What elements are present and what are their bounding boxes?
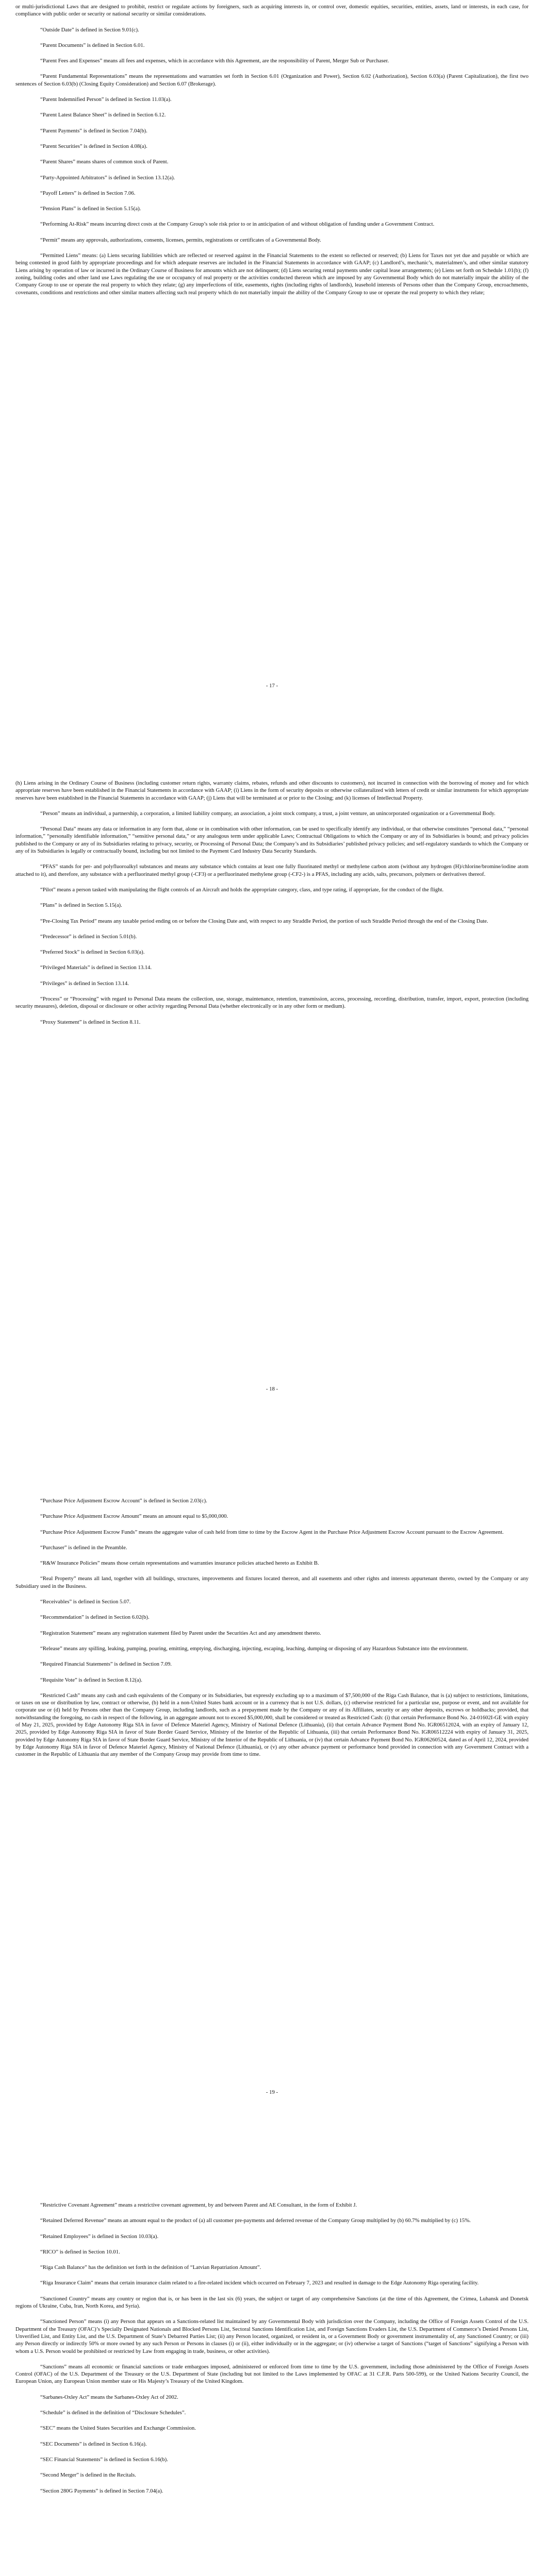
- paragraph-continued: (h) Liens arising in the Ordinary Course of Business (including customer return rights, warranty claims, rebates, refunds and other discounts to customers), not incurred in connection with the borrowing of money and for which appropriate reserves have been established in the Financial Statements in accordance with GAAP; (i) Liens in the form of security deposits or otherwise collateralized with letters of credit or similar instruments for which appropriate reserves have been established in the Financial Statements in accordance with GAAP; (j) Liens that will be terminated at or prior to the Closing; and (k) licenses of Intellectual Property.: [15, 780, 529, 801]
- definition-real-property: “Real Property” means all land, together with all buildings, structures, improvements and fixtures located thereon, and all easements and other rights and interests appurtenant thereto, owned by the Company or any Subsidiary used in the Business.: [15, 1575, 529, 1589]
- page-number: - 18 -: [266, 1386, 278, 1392]
- definition-retained-employees: “Retained Employees” is defined in Section 10.03(a).: [40, 2233, 159, 2240]
- definition-parent-payments: “Parent Payments” is defined in Section 7.04(b).: [40, 127, 147, 134]
- page-number: - 19 -: [266, 2089, 278, 2095]
- definition-restricted-cash: “Restricted Cash” means any cash and cash equivalents of the Company or its Subsidiaries, but expressly excluding up to a maximum of $7,500,000 of the Riga Cash Balance, that is (a) subject to restrictions, limitations, or taxes on use or distribution by law, contract or otherwise, (b) held in a non-United States bank account or in a currency that is not U.S. dollars, (c) otherwise restricted for a particular use, purpose or event, and not available for corporate use or (d) held by Persons other than the Company Group, including landlords, such as a prepayment made by the Company or any of its Affiliates, security or any other deposits, escrows or holdbacks; provided, that notwithstanding the foregoing, no cash in respect of the following, in an aggregate amount not to exceed $5,000,000, shall be considered or treated as Restricted Cash: (i) that certain Performance Bond No. 24-01602I-GE with expiry of May 21, 2025, provided by Edge Autonomy Riga SIA in favor of Defence Materiel Agency, Ministry of National Defence (Lithuania), (ii) that certain Advance Payment Bond No. IGR06512024, with an expiry of January 12, 2025, provided by Edge Autonomy Riga SIA in favor of State Border Guard Service, Ministry of the Interior of the Republic of Lithuania, (iii) that certain Performance Bond No. IGR06512224 with expiry of January 31, 2025, provided by Edge Autonomy Riga SIA in favor of State Border Guard Service, Ministry of the Interior of the Republic of Lithuania, or (iv) that certain Advance Payment Bond No. IGR06260524, dated as of April 12, 2024, provided by Edge Autonomy Riga SIA in favor of Defence Materiel Agency, Ministry of National Defence (Lithuania), or (v) any other advance payment or performance bond provided in connection with any Government Contract with a customer in the Republic of Lithuania that any member of the Company Group may provide from time to time.: [15, 1692, 529, 1758]
- page-19: [0, 1406, 544, 2110]
- definition-performing-at-risk: “Performing At-Risk” means incurring direct costs at the Company Group’s sole risk prior to or in anticipation of and without obligation of funding under a Government Contract.: [40, 221, 435, 228]
- definition-sec: “SEC” means the United States Securities and Exchange Commission.: [40, 2425, 196, 2432]
- definition-person: “Person” means an individual, a partnership, a corporation, a limited liability company, an association, a joint stock company, a trust, a joint venture, an unincorporated organization or a Governmental Body.: [40, 810, 496, 817]
- page-20: [0, 2110, 544, 2576]
- definition-parent-fundamental-representations: “Parent Fundamental Representations” means the representations and warranties set forth in Section 6.01 (Organization and Power), Section 6.02 (Authorization), Section 6.03(a) (Parent Capitalization), the first two sentences of Section 6.03(b) (Closing Equity Consideration) and Section 6.07 (Brokerage).: [15, 73, 529, 87]
- definition-retained-deferred-revenue: “Retained Deferred Revenue” means an amount equal to the product of (a) all customer pre-payments and deferred revenue of the Company Group multiplied by (b) 60.7% multiplied by (c) 15%.: [40, 2217, 471, 2224]
- page-body: [15, 706, 529, 1026]
- definition-riga-insurance-claim: “Riga Insurance Claim” means that certain insurance claim related to a fire-related incident which occurred on February 7, 2023 and resulted in damage to the Edge Autonomy Riga operating facility.: [40, 2280, 479, 2286]
- paragraph-continued: or multi-jurisdictional Laws that are designed to prohibit, restrict or regulate actions by foreigners, such as acquiring interests in, or control over, domestic equities, securities, entities, assets, land or interests, in each case, for compliance with public order or security or national security or similar considerations.: [15, 4, 529, 18]
- definition-sarbanes-oxley-act: “Sarbanes-Oxley Act” means the Sarbanes-Oxley Act of 2002.: [40, 2394, 178, 2400]
- definition-outside-date: “Outside Date” is defined in Section 9.01(c).: [40, 26, 139, 33]
- definition-restrictive-covenant-agreement: “Restrictive Covenant Agreement” means a restrictive covenant agreement, by and between Parent and AE Consultant, in the form of Exhibit J.: [40, 2202, 357, 2208]
- definition-registration-statement: “Registration Statement” means any registration statement filed by Parent under the Securities Act and any amendment thereto.: [40, 1630, 321, 1636]
- definition-permit: “Permit” means any approvals, authorizations, consents, licenses, permits, registrations or certificates of a Governmental Body.: [40, 236, 321, 243]
- definition-parent-latest-balance-sheet: “Parent Latest Balance Sheet” is defined in Section 6.12.: [40, 112, 166, 118]
- definition-preferred-stock: “Preferred Stock” is defined in Section 6.03(a).: [40, 949, 145, 956]
- definition-parent-securities: “Parent Securities” is defined in Section 4.08(a).: [40, 143, 147, 149]
- definition-release: “Release” means any spilling, leaking, pumping, pouring, emitting, emptying, discharging, injecting, escaping, leaching, dumping or disposing of any Hazardous Substance into the environment.: [40, 1645, 468, 1652]
- definition-pilot: “Pilot” means a person tasked with manipulating the flight controls of an Aircraft and holds the appropriate category, class, and type rating, if appropriate, for the conduct of the flight.: [40, 886, 444, 893]
- definition-required-financial-statements: “Required Financial Statements” is defined in Section 7.09.: [40, 1661, 172, 1668]
- page-body: [15, 1410, 529, 1758]
- definition-recommendation: “Recommendation” is defined in Section 6.02(b).: [40, 1614, 150, 1621]
- definition-process: “Process” or “Processing” with regard to Personal Data means the collection, use, storage, maintenance, retention, transmission, access, processing, recording, distribution, transfer, import, export, protection (including security measures), deletion, disposal or disclosure or other activity regarding Personal Data (whether electronically or in any other form or medium).: [15, 996, 529, 1010]
- definition-plans: “Plans” is defined in Section 5.15(a).: [40, 902, 122, 909]
- page-number: - 17 -: [266, 683, 278, 689]
- definition-proxy-statement: “Proxy Statement” is defined in Section 8.11.: [40, 1019, 141, 1025]
- definition-purchase-price-adjustment-escrow-account: “Purchase Price Adjustment Escrow Account” is defined in Section 2.03(c).: [40, 1498, 207, 1504]
- definition-predecessor: “Predecessor” is defined in Section 5.01(b).: [40, 933, 137, 940]
- page-18: [0, 703, 544, 1406]
- definition-parent-shares: “Parent Shares” means shares of common stock of Parent.: [40, 159, 169, 165]
- definition-section-280g-payments: “Section 280G Payments” is defined in Section 7.04(a).: [40, 2487, 163, 2494]
- definition-second-merger: “Second Merger” is defined in the Recitals.: [40, 2472, 136, 2479]
- definition-parent-indemnified-person: “Parent Indemnified Person” is defined in Section 11.03(a).: [40, 96, 172, 103]
- definition-rico: “RICO” is defined in Section 10.01.: [40, 2248, 120, 2255]
- definition-riga-cash-balance: “Riga Cash Balance” has the definition set forth in the definition of “Latvian Repatriation Amount”.: [40, 2264, 261, 2271]
- definition-purchase-price-adjustment-escrow-amount: “Purchase Price Adjustment Escrow Amount” means an amount equal to $5,000,000.: [40, 1513, 228, 1520]
- definition-receivables: “Receivables” is defined in Section 5.07.: [40, 1599, 131, 1605]
- definition-rw-insurance-policies: “R&W Insurance Policies” means those certain representations and warranties insurance policies attached hereto as Exhibit B.: [40, 1560, 319, 1567]
- definition-parent-fees-and-expenses: “Parent Fees and Expenses” means all fees and expenses, which in accordance with this Agreement, are the responsibility of Parent, Merger Sub or Purchaser.: [40, 58, 389, 64]
- definition-privileged-materials: “Privileged Materials” is defined in Section 13.14.: [40, 964, 152, 971]
- page-17: [0, 0, 544, 703]
- definition-sanctioned-person: “Sanctioned Person” means (i) any Person that appears on a Sanctions-related list maintained by any Governmental Body with jurisdiction over the Company, including the Office of Foreign Assets Control of the U.S. Department of the Treasury (OFAC)’s Specially Designated Nationals and Blocked Persons List, Sectoral Sanctions Identification List, and Foreign Sanctions Evaders List, the U.S. Department of Commerce’s Denied Persons List, Unverified List, and Entity List, and the U.S. Department of State’s Debarred Parties List; (ii) any Person located, organized, or resident in, or a Government Body or government instrumentality of, any Sanctioned Country; or (iii) any Person directly or indirectly 50% or more owned by any such Person or Persons in clauses (i) or (ii), either individually or in the aggregate; or (iv) otherwise a target of Sanctions (“target of Sanctions” signifying a Person with whom a U.S. Person would be prohibited or restricted by Law from engaging in trade, business, or other activities).: [15, 2318, 529, 2354]
- definition-pre-closing-tax-period: “Pre-Closing Tax Period” means any taxable period ending on or before the Closing Date and, with respect to any Straddle Period, the portion of such Straddle Period through the end of the Closing Date.: [40, 918, 488, 924]
- definition-sanctioned-country: “Sanctioned Country” means any country or region that is, or has been in the last six (6) years, the subject or target of any comprehensive Sanctions (at the time of this Agreement, the Crimea, Luhansk and Donetsk regions of Ukraine, Cuba, Iran, North Korea, and Syria).: [15, 2295, 529, 2310]
- definition-pfas: “PFAS” stands for per- and polyfluoroalkyl substances and means any substance which contains at least one fully fluorinated methyl or methylene carbon atom (without any hydrogen (H)/chlorine/bromine/iodine atom attached to it), and therefore, any substance with a perfluorinated methyl group (-CF3) or a perfluorinated methylene group (-CF2-) is a PFAS, including any acids, salts, precursors, polymers or derivatives thereof.: [15, 863, 529, 877]
- definition-permitted-liens: “Permitted Liens” means: (a) Liens securing liabilities which are reflected or reserved against in the Financial Statements to the extent so reflected or reserved; (b) Liens for Taxes not yet due and payable or which are being contested in good faith by appropriate proceedings and for which adequate reserves are included in the Financial Statements in accordance with GAAP; (c) Landlord’s, mechanic’s, materialmen’s, and other similar statutory Liens arising by operation of law or incurred in the Ordinary Course of Business for amounts which are not delinquent; (d) Liens securing rental payments under capital lease arrangements; (e) Liens set forth on Schedule 1.01(b); (f) zoning, building codes and other land use Laws regulating the use or occupancy of real property or the activities conducted thereon which are imposed by any Governmental Body which do not materially impair the ability of the Company Group to use or operate the real property to which they relate; (g) any imperfections of title, easements, rights (including rights of landlords), leasehold interests of Persons other than the Company Group, encroachments, covenants, conditions and restrictions and other similar matters affecting such real property which do not materially impair the ability of the Company Group to use or operate the real property to which they relate;: [15, 252, 529, 296]
- definition-purchase-price-adjustment-escrow-funds: “Purchase Price Adjustment Escrow Funds” means the aggregate value of cash held from time to time by the Escrow Agent in the Purchase Price Adjustment Escrow Account pursuant to the Escrow Agreement.: [40, 1529, 504, 1535]
- page-body: [15, 2113, 529, 2495]
- definition-sec-documents: “SEC Documents” is defined in Section 6.16(a).: [40, 2441, 147, 2447]
- definition-pension-plans: “Pension Plans” is defined in Section 5.15(a).: [40, 206, 141, 212]
- definition-privileges: “Privileges” is defined in Section 13.14.: [40, 980, 129, 987]
- definition-sanctions: “Sanctions” means all economic or financial sanctions or trade embargoes imposed, administered or enforced from time to time by the U.S. government, including those administered by the Office of Foreign Assets Control (OFAC) of the U.S. Department of the Treasury or the U.S. Department of State (including but not limited to the Laws implemented by OFAC at 31 C.F.R. Parts 500-599), or the United Nations Security Council, the European Union, any European Union member state or His Majesty’s Treasury of the United Kingdom.: [15, 2363, 529, 2385]
- definition-requisite-vote: “Requisite Vote” is defined in Section 8.12(a).: [40, 1676, 142, 1683]
- definition-sec-financial-statements: “SEC Financial Statements” is defined in Section 6.16(b).: [40, 2456, 168, 2463]
- definition-schedule: “Schedule” is defined in the definition of “Disclosure Schedules”.: [40, 2410, 186, 2416]
- definition-parent-documents: “Parent Documents” is defined in Section 6.01.: [40, 42, 145, 48]
- definition-purchaser: “Purchaser” is defined in the Preamble.: [40, 1544, 127, 1551]
- page-body: [15, 3, 529, 296]
- definition-personal-data: “Personal Data” means any data or information in any form that, alone or in combination with other information, can be used to specifically identify any individual, or that otherwise constitutes “personal data,” “personal information,” “personally identifiable information,” “sensitive personal data,” or any analogous term under applicable Laws; Contractual Obligations to which the Company or any of its Subsidiaries is bound; and privacy policies published to the Company or any of its Subsidiaries relating to privacy, security, or Processing of Personal Data; the Company’s and its Subsidiaries’ published privacy policies; and self-regulatory standards to which the Company or any of its Subsidiaries is legally or contractually bound, including but not limited to the Payment Card Industry Data Security Standards.: [15, 826, 529, 855]
- definition-payoff-letters: “Payoff Letters” is defined in Section 7.06.: [40, 190, 136, 196]
- definition-party-appointed-arbitrators: “Party-Appointed Arbitrators” is defined in Section 13.12(a).: [40, 174, 175, 181]
